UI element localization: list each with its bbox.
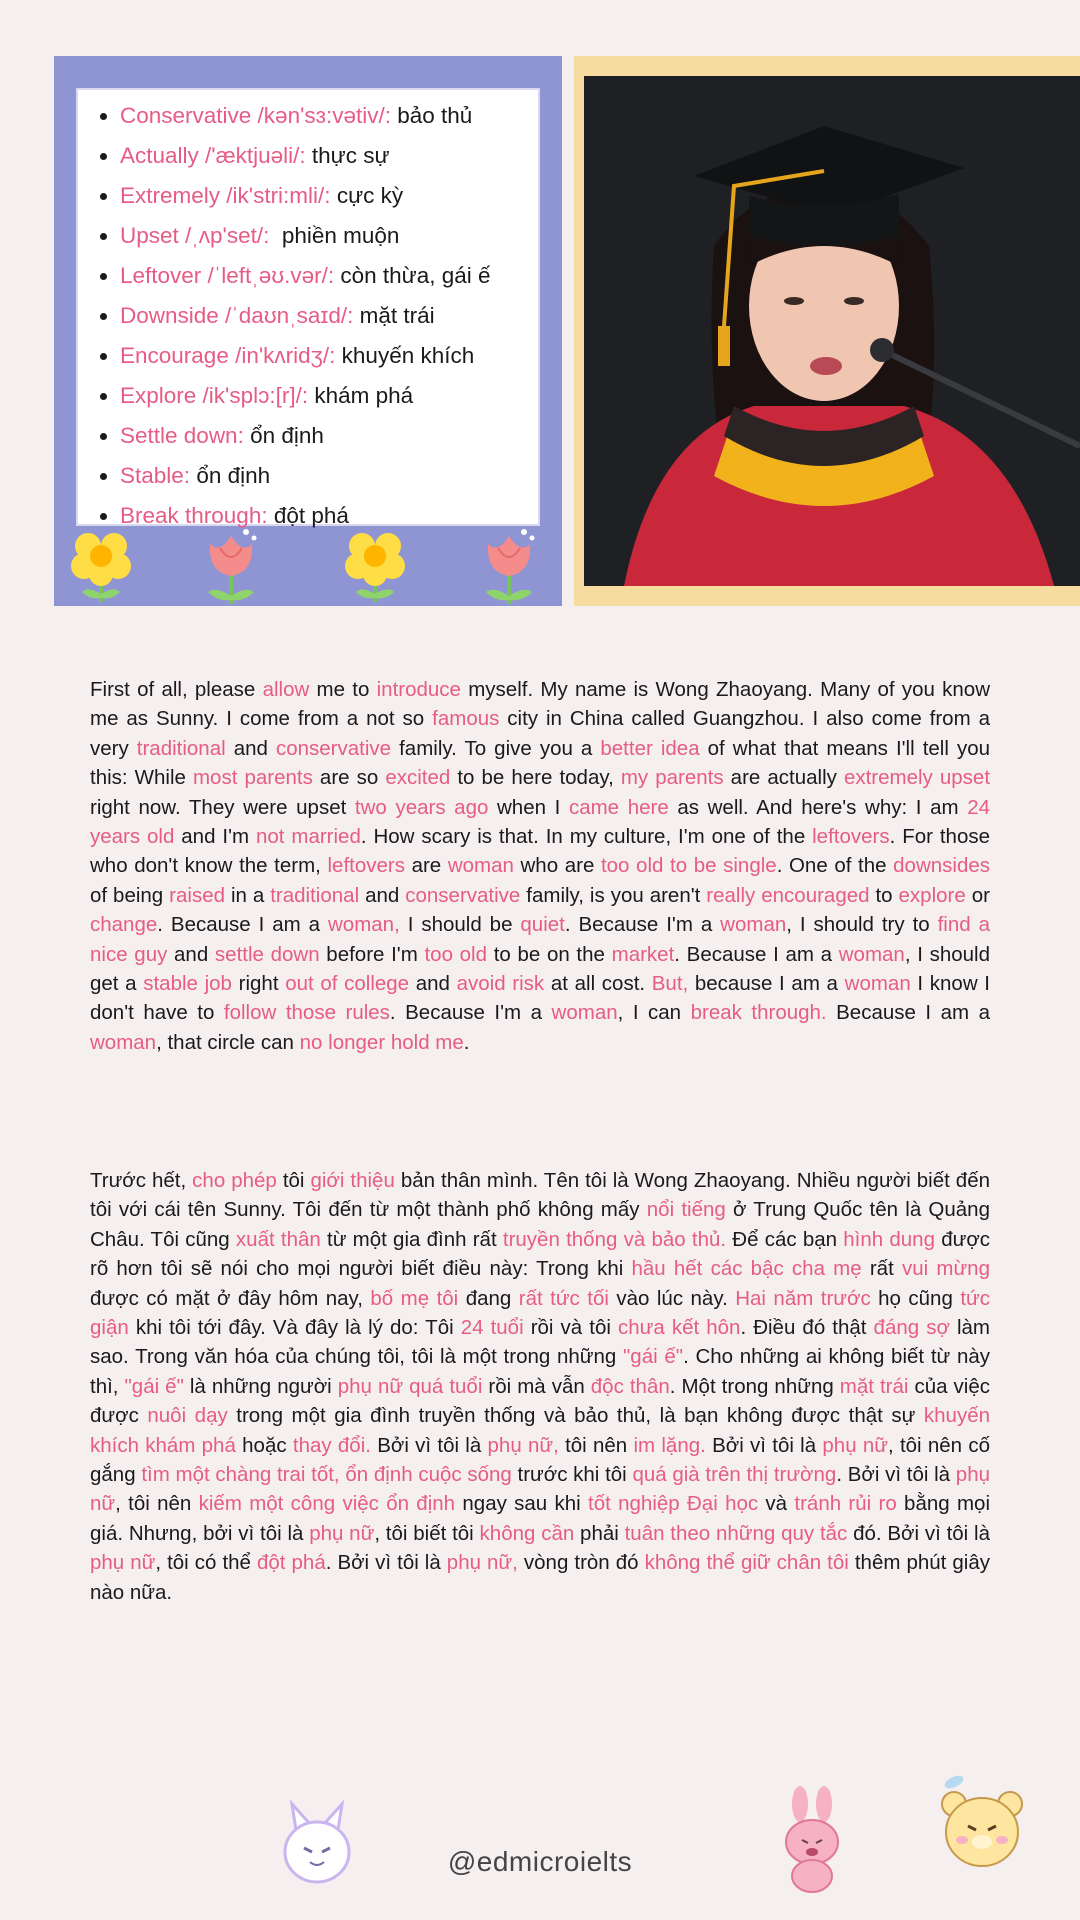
text-run: . Một trong những xyxy=(669,1374,840,1398)
highlighted-phrase: phụ nữ xyxy=(822,1433,888,1457)
highlighted-phrase: tìm một chàng trai tốt, ổn định cuộc sống xyxy=(141,1463,512,1487)
highlighted-phrase: 24 tuổi xyxy=(460,1316,524,1340)
bullet-icon xyxy=(100,193,107,200)
text-run: who are xyxy=(513,854,601,878)
vocabulary-card xyxy=(76,88,540,526)
highlighted-phrase: woman xyxy=(551,1001,618,1025)
bullet-icon xyxy=(100,233,107,240)
text-run: tôi xyxy=(276,1169,311,1192)
highlighted-phrase: 24 years old xyxy=(90,795,990,849)
highlighted-phrase: không thể giữ chân tôi xyxy=(644,1551,849,1575)
bullet-icon xyxy=(100,513,107,520)
text-run: to be on the xyxy=(487,942,612,966)
text-run: Bởi vì tôi là xyxy=(370,1433,488,1457)
bullet-icon xyxy=(100,273,107,280)
highlighted-phrase: im lặng. xyxy=(633,1433,706,1457)
vocabulary-meaning: còn thừa, gái ế xyxy=(334,263,491,288)
text-run: bản thân mình. Tên tôi là Wong Zhaoyang. Nhiều người biết đến tôi với cái tên Sunny. Tôi đến từ một thành phố không mấy xyxy=(90,1169,991,1222)
vietnamese-paragraph xyxy=(90,1166,990,1607)
vocabulary-item xyxy=(100,216,538,256)
text-run: and xyxy=(359,883,406,907)
text-run: . How scary is that. In my culture, I'm one of the xyxy=(360,825,813,849)
vocabulary-meaning: phiền muộn xyxy=(269,223,400,248)
highlighted-phrase: raised xyxy=(169,883,226,907)
highlighted-phrase: not married xyxy=(255,825,361,849)
graduate-photo xyxy=(584,76,1080,586)
bullet-icon xyxy=(100,393,107,400)
highlighted-phrase: phụ nữ xyxy=(90,1551,156,1575)
vocabulary-term: Leftover /ˈleftˌəʊ.vər/: xyxy=(120,263,335,288)
vocabulary-term: Upset /ˌʌp'set/: xyxy=(120,223,270,248)
text-run: , tôi có thể xyxy=(155,1551,257,1575)
highlighted-phrase: downsides xyxy=(893,854,991,878)
text-run: rồi mà vẫn xyxy=(482,1374,591,1398)
text-run: vòng tròn đó xyxy=(517,1551,645,1575)
text-run: when I xyxy=(488,795,569,819)
vocabulary-list xyxy=(78,90,538,536)
highlighted-phrase: vui mừng xyxy=(901,1257,990,1281)
text-run: và xyxy=(758,1492,795,1516)
pink-tulip-icon xyxy=(474,526,544,606)
vocabulary-item xyxy=(100,96,538,136)
vocabulary-term: Settle down: xyxy=(120,423,244,448)
text-run: are xyxy=(404,854,448,878)
text-run: . Because I'm a xyxy=(564,913,721,937)
yellow-flower-icon xyxy=(340,526,410,606)
highlighted-phrase: my parents xyxy=(620,766,724,790)
text-run: . One of the xyxy=(776,854,894,878)
english-paragraph xyxy=(90,675,990,1057)
bullet-icon xyxy=(100,153,107,160)
text-run: city in China called Guangzhou. I also come from a very xyxy=(90,707,990,760)
highlighted-phrase: phụ nữ xyxy=(90,1463,991,1516)
highlighted-phrase: no longer hold me xyxy=(299,1030,464,1054)
highlighted-phrase: nổi tiếng xyxy=(646,1198,726,1222)
vocabulary-item xyxy=(100,416,538,456)
highlighted-phrase: explore xyxy=(898,883,966,907)
text-run: or xyxy=(965,883,990,907)
text-run: and xyxy=(167,942,215,966)
highlighted-phrase: market xyxy=(611,942,675,966)
text-run: right xyxy=(231,972,286,996)
bullet-icon xyxy=(100,113,107,120)
text-run: của việc được xyxy=(90,1374,990,1428)
text-run: ngay sau khi xyxy=(455,1492,589,1516)
highlighted-phrase: xuất thân xyxy=(235,1227,321,1251)
text-run: . Because I am a xyxy=(674,942,839,966)
text-run: làm sao. Trong văn hóa của chúng tôi, tôi là một trong những xyxy=(90,1316,991,1369)
highlighted-phrase: độc thân xyxy=(590,1374,670,1398)
highlighted-phrase: mặt trái xyxy=(839,1374,909,1398)
vocabulary-meaning: đột phá xyxy=(267,503,349,528)
text-run: because I am a xyxy=(688,972,845,996)
text-run: me to xyxy=(309,678,377,701)
vocabulary-term: Conservative /kən'sɜ:vətiv/: xyxy=(120,103,391,128)
text-run: thêm phút giây nào nữa. xyxy=(90,1551,990,1604)
vocabulary-term: Explore /ik'splɔ:[r]/: xyxy=(120,383,309,408)
bullet-icon xyxy=(100,433,107,440)
highlighted-phrase: conservative xyxy=(405,883,521,907)
highlighted-phrase: hầu hết các bậc cha mẹ xyxy=(631,1257,862,1281)
highlighted-phrase: settle down xyxy=(214,942,320,966)
highlighted-phrase: phụ nữ, xyxy=(446,1551,518,1575)
highlighted-phrase: change xyxy=(90,913,158,937)
highlighted-phrase: avoid risk xyxy=(456,972,545,996)
vocabulary-item xyxy=(100,336,538,376)
vocabulary-meaning: khuyến khích xyxy=(335,343,475,368)
text-run: and I'm xyxy=(174,825,256,849)
text-run: , I can xyxy=(617,1001,691,1025)
vocabulary-term: Downside /ˈdaʊnˌsaɪd/: xyxy=(120,303,354,328)
text-run: Bởi vì tôi là xyxy=(705,1433,823,1457)
bullet-icon xyxy=(100,313,107,320)
vocabulary-item xyxy=(100,176,538,216)
text-run: , tôi biết tôi xyxy=(374,1521,480,1545)
vocabulary-meaning: mặt trái xyxy=(353,303,435,328)
text-run: to xyxy=(869,883,899,907)
highlighted-phrase: traditional xyxy=(136,736,226,760)
highlighted-phrase: cho phép xyxy=(192,1169,277,1192)
highlighted-phrase: đột phá xyxy=(256,1551,326,1575)
highlighted-phrase: find a nice guy xyxy=(90,913,990,966)
highlighted-phrase: hình dung xyxy=(843,1227,935,1251)
highlighted-phrase: famous xyxy=(432,707,500,731)
text-run: . Because I am a xyxy=(157,913,328,937)
vocabulary-meaning: bảo thủ xyxy=(390,103,473,128)
highlighted-phrase: conservative xyxy=(275,736,392,760)
highlighted-phrase: bố mẹ tôi xyxy=(370,1286,459,1310)
highlighted-phrase: không cần xyxy=(479,1521,575,1545)
highlighted-phrase: woman xyxy=(447,854,514,878)
highlighted-phrase: woman xyxy=(838,942,905,966)
text-run: trong một gia đình truyền thống và bảo thủ, là bạn không được thật sự xyxy=(227,1404,924,1428)
text-run: in a xyxy=(225,883,271,907)
text-run: rồi và tôi xyxy=(523,1316,618,1340)
text-run: . For those who don't know the term, xyxy=(90,825,990,878)
text-run: , I should try to xyxy=(786,913,938,937)
highlighted-phrase: woman xyxy=(844,972,911,996)
text-run: family, is you aren't xyxy=(520,883,707,907)
text-run: đó. Bởi vì tôi là xyxy=(847,1521,990,1545)
highlighted-phrase: woman xyxy=(720,913,787,937)
vocabulary-item xyxy=(100,456,538,496)
highlighted-phrase: woman xyxy=(90,1030,157,1054)
yellow-flower-icon xyxy=(66,526,136,606)
vocabulary-item xyxy=(100,256,538,296)
highlighted-phrase: follow those rules xyxy=(223,1001,390,1025)
text-run: I know I don't have to xyxy=(90,972,990,1025)
text-run: at all cost. xyxy=(544,972,652,996)
text-run: phải xyxy=(574,1521,625,1545)
highlighted-phrase: came here xyxy=(568,795,669,819)
text-run: and xyxy=(409,972,457,996)
highlighted-phrase: out of college xyxy=(285,972,410,996)
highlighted-phrase: most parents xyxy=(192,766,313,790)
text-run: hoặc xyxy=(235,1433,293,1457)
text-run: . Điều đó thật xyxy=(740,1316,874,1340)
text-run: đang xyxy=(458,1286,519,1310)
text-run: . Because I'm a xyxy=(389,1001,552,1025)
vocabulary-term: Extremely /ik'stri:mli/: xyxy=(120,183,331,208)
text-run: . xyxy=(463,1030,470,1054)
text-run: rất xyxy=(861,1257,902,1281)
vocabulary-item xyxy=(100,376,538,416)
highlighted-phrase: quá già trên thị trường xyxy=(632,1463,837,1487)
highlighted-phrase: leftovers xyxy=(812,825,890,849)
highlighted-phrase: chưa kết hôn xyxy=(617,1316,741,1340)
vocabulary-term: Actually /'æktjuəli/: xyxy=(120,143,306,168)
text-run: of what that means I'll tell you this: While xyxy=(90,736,991,790)
vocabulary-term: Break through: xyxy=(120,503,268,528)
highlighted-phrase: phụ nữ quá tuổi xyxy=(337,1374,483,1398)
pink-tulip-icon xyxy=(196,526,266,606)
highlighted-phrase: stable job xyxy=(143,972,232,996)
bullet-icon xyxy=(100,353,107,360)
text-run: Trước hết, xyxy=(90,1169,193,1192)
vocabulary-meaning: cực kỳ xyxy=(330,183,404,208)
text-run: I should be xyxy=(399,913,521,937)
text-run: family. To give you a xyxy=(391,736,601,760)
text-run: , that circle can xyxy=(156,1030,300,1054)
highlighted-phrase: "gái ế" xyxy=(623,1345,684,1369)
highlighted-phrase: kiếm một công việc ổn định xyxy=(198,1492,456,1516)
highlighted-phrase: giới thiệu xyxy=(310,1169,395,1192)
text-run: Để các bạn xyxy=(726,1227,844,1251)
highlighted-phrase: extremely upset xyxy=(843,766,991,790)
highlighted-phrase: tuân theo những quy tắc xyxy=(624,1521,848,1545)
text-run: từ một gia đình rất xyxy=(320,1227,503,1251)
text-run: , tôi nên cố gắng xyxy=(90,1433,991,1487)
highlighted-phrase: Hai năm trước xyxy=(735,1286,871,1310)
text-run: before I'm xyxy=(319,942,425,966)
vocabulary-meaning: ổn định xyxy=(190,463,271,488)
text-run: are so xyxy=(312,766,386,790)
highlighted-phrase: too old xyxy=(424,942,488,966)
text-run: right now. They were upset xyxy=(90,795,355,819)
text-run: khi tôi tới đây. Và đây là lý do: Tôi xyxy=(128,1316,461,1340)
text-run: bằng mọi giá. Nhưng, bởi vì tôi là xyxy=(90,1492,991,1545)
highlighted-phrase: đáng sợ xyxy=(873,1316,950,1340)
text-run: là những người xyxy=(183,1374,338,1398)
text-run: ở Trung Quốc tên là Quảng Châu. Tôi cũng xyxy=(90,1198,990,1251)
text-run: and xyxy=(225,736,276,760)
graduate-speaker-illustration xyxy=(584,76,1080,586)
highlighted-phrase: woman, xyxy=(327,913,400,937)
highlighted-phrase: rất tức tối xyxy=(518,1286,609,1310)
vocabulary-term: Stable: xyxy=(120,463,191,488)
highlighted-phrase: excited xyxy=(385,766,451,790)
highlighted-phrase: "gái ế" xyxy=(124,1374,184,1398)
highlighted-phrase: really encouraged xyxy=(706,883,870,907)
highlighted-phrase: khuyến khích khám phá xyxy=(90,1404,991,1457)
text-run: to be here today, xyxy=(450,766,621,790)
vocabulary-meaning: khám phá xyxy=(308,383,414,408)
highlighted-phrase: thay đổi. xyxy=(292,1433,371,1457)
highlighted-phrase: But, xyxy=(651,972,689,996)
vocabulary-item xyxy=(100,296,538,336)
text-run: Because I am a xyxy=(826,1001,991,1025)
text-run: as well. And here's why: I am xyxy=(668,795,968,819)
vocabulary-item xyxy=(100,496,538,536)
text-run: . Bởi vì tôi là xyxy=(836,1463,956,1487)
text-run: tôi nên xyxy=(558,1433,634,1457)
highlighted-phrase: tốt nghiệp Đại học xyxy=(588,1492,759,1516)
highlighted-phrase: traditional xyxy=(270,883,360,907)
text-run: myself. My name is Wong Zhaoyang. Many of you know me as Sunny. I come from a not so xyxy=(90,678,991,731)
vocabulary-term: Encourage /in'kʌridʒ/: xyxy=(120,343,336,368)
highlighted-phrase: too old to be single xyxy=(600,854,777,878)
highlighted-phrase: better idea xyxy=(600,736,700,760)
highlighted-phrase: truyền thống và bảo thủ. xyxy=(502,1227,727,1251)
text-run: được rõ hơn tôi sẽ nói cho mọi người biết điều này: Trong khi xyxy=(90,1227,991,1281)
text-run: First of all, please xyxy=(90,678,263,701)
text-run: được có mặt ở đây hôm nay, xyxy=(90,1286,371,1310)
text-run: . Bởi vì tôi là xyxy=(325,1551,447,1575)
text-run: trước khi tôi xyxy=(511,1463,633,1487)
text-run: , tôi nên xyxy=(115,1492,199,1516)
highlighted-phrase: break through. xyxy=(690,1001,827,1025)
vocabulary-meaning: thực sự xyxy=(305,143,390,168)
text-run: . Cho những ai không biết từ này thì, xyxy=(90,1345,990,1398)
highlighted-phrase: tức giận xyxy=(90,1286,990,1340)
highlighted-phrase: nuôi dạy xyxy=(147,1404,228,1428)
vocabulary-panel xyxy=(54,56,562,606)
photo-frame xyxy=(574,56,1080,606)
highlighted-phrase: quiet xyxy=(520,913,565,937)
vocabulary-meaning: ổn định xyxy=(243,423,324,448)
text-run: , I should get a xyxy=(90,942,990,996)
highlighted-phrase: tránh rủi ro xyxy=(794,1492,897,1516)
text-run: of being xyxy=(90,883,170,907)
bullet-icon xyxy=(100,473,107,480)
footer-handle: @edmicroielts xyxy=(447,1846,633,1877)
text-run: are actually xyxy=(723,766,844,790)
highlighted-phrase: phụ nữ xyxy=(309,1521,375,1545)
text-run: họ cũng xyxy=(870,1286,961,1310)
vietnamese-passage xyxy=(90,1166,990,1607)
highlighted-phrase: two years ago xyxy=(354,795,489,819)
highlighted-phrase: phụ nữ, xyxy=(487,1433,559,1457)
highlighted-phrase: introduce xyxy=(376,678,461,701)
text-run: vào lúc này. xyxy=(608,1286,736,1310)
highlighted-phrase: allow xyxy=(262,678,310,701)
english-passage xyxy=(90,675,990,1057)
vocabulary-item xyxy=(100,136,538,176)
highlighted-phrase: leftovers xyxy=(327,854,405,878)
